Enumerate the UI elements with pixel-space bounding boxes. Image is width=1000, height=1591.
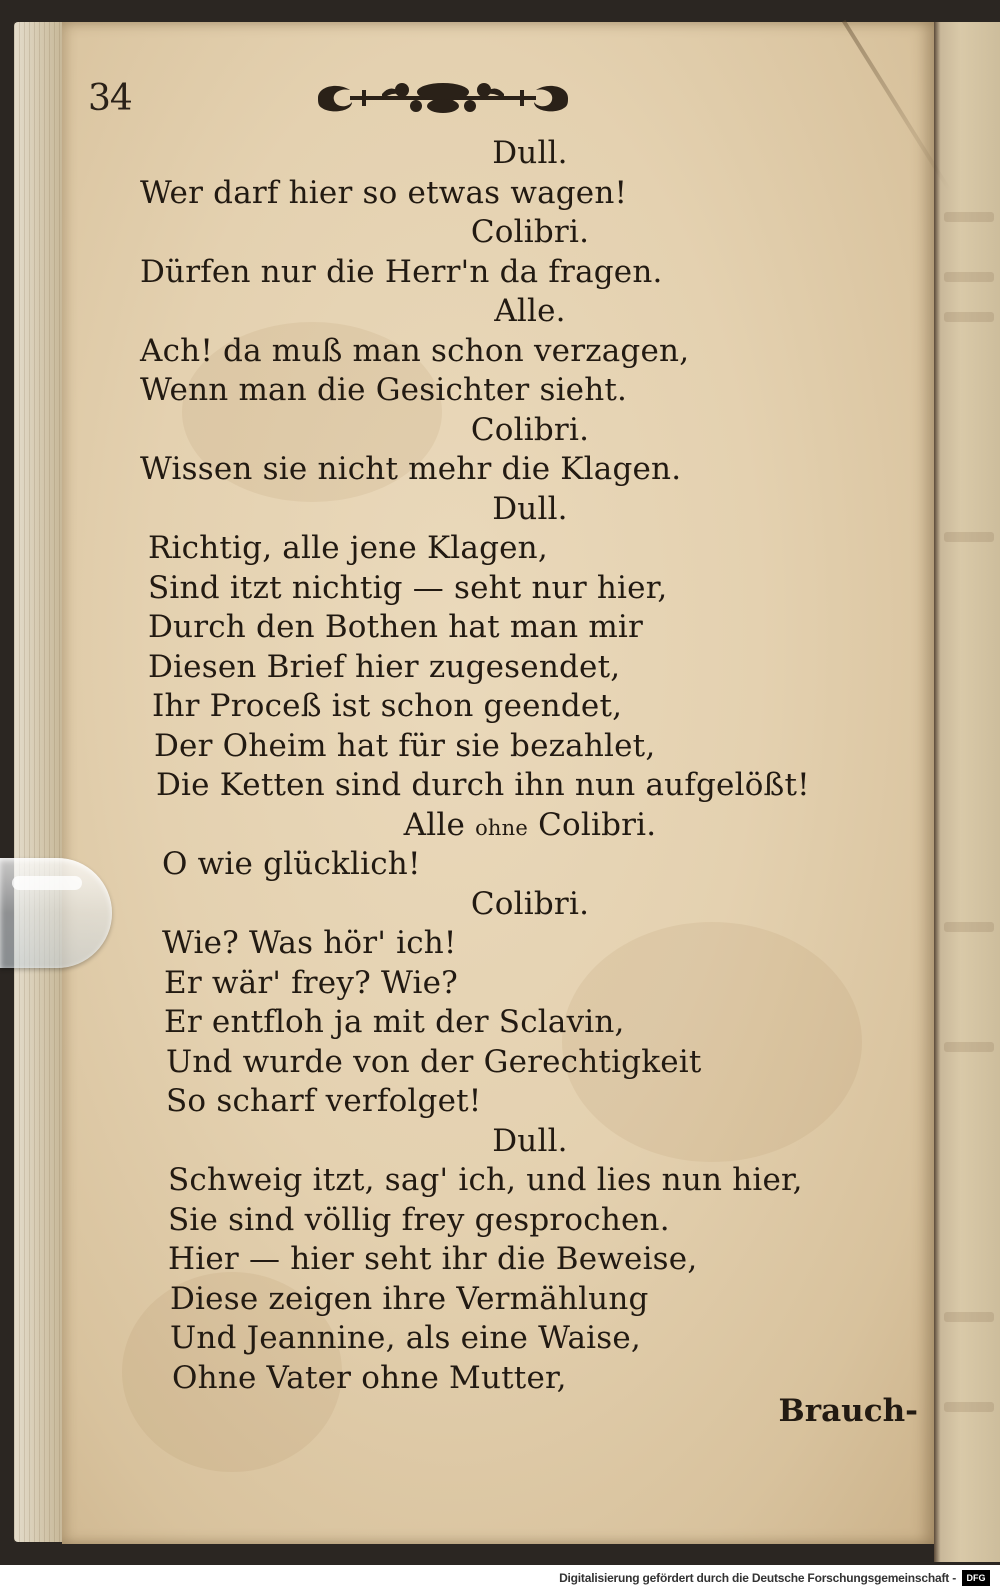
verse-line: O wie glücklich! [162,846,421,882]
verse-line: Ach! da muß man schon verzagen, [140,332,690,369]
speaker-name [140,806,860,846]
speaker-name [140,213,860,253]
verse-line: Sie sind völlig frey gesprochen. [168,1201,670,1238]
play-text [140,134,860,1398]
verse-line: Wenn man die Gesichter sieht. [140,372,628,408]
show-through-mark [944,312,994,322]
verse-line: Die Ketten sind durch ihn nun aufgelößt! [156,767,810,803]
verse-line: So scharf verfolget! [166,1083,482,1119]
verse-line: Er wär' frey? Wie? [164,964,458,1001]
verse-line: Wie? Was hör' ich! [162,925,457,961]
digitization-footer [0,1565,1000,1591]
show-through-mark [944,212,994,222]
speaker-label: Dull. [492,135,568,171]
catchword: Brauch- [778,1393,918,1429]
speaker-name [140,885,860,925]
dfg-logo: DFG [962,1570,990,1586]
verse-line: Hier — hier seht ihr die Beweise, [168,1241,698,1277]
speaker-name [140,1122,860,1162]
speaker-qualifier: ohne [475,815,529,840]
verse-line: Diese zeigen ihre Vermählung [170,1280,649,1317]
show-through-mark [944,1312,994,1322]
speaker-name [140,490,860,530]
speaker-label: Alle. [494,293,566,329]
show-through-mark [944,272,994,282]
verse-line: Und wurde von der Gerechtigkeit [166,1043,702,1080]
speaker-exception: Colibri. [538,806,657,843]
show-through-mark [944,532,994,542]
funding-credit: Digitalisierung gefördert durch die Deutsche Forschungsgemeinschaft - [559,1571,956,1585]
clip-highlight [12,876,82,890]
speaker-name [140,292,860,332]
verse-line: Ohne Vater ohne Mutter, [172,1359,567,1396]
speaker-name [140,134,860,174]
verse-line: Wer darf hier so etwas wagen! [140,174,628,211]
page-clip [0,858,112,968]
verse-line: Er entfloh ja mit der Sclavin, [164,1004,625,1040]
verse-line: Und Jeannine, als eine Waise, [170,1320,641,1356]
show-through-mark [944,922,994,932]
speaker-label: Dull. [492,490,568,527]
speaker-name [140,411,860,451]
speaker-label: Colibri. [470,214,590,250]
facing-page-edge [934,22,1000,1562]
speaker-label: Colibri. [470,411,590,448]
verse-line: Diesen Brief hier zugesendet, [148,648,621,685]
verse-line: Sind itzt nichtig — seht nur hier, [148,569,668,606]
speaker-label: Dull. [492,1122,568,1159]
speaker-label: Alle [403,806,466,843]
verse-line: Wissen sie nicht mehr die Klagen. [140,451,682,487]
verse-line: Dürfen nur die Herr'n da fragen. [140,253,663,290]
page-number: 34 [88,78,132,119]
verse-line: Ihr Proceß ist schon geendet, [152,688,623,724]
show-through-mark [944,1042,994,1052]
verse-line: Schweig itzt, sag' ich, und lies nun hier, [168,1162,803,1198]
speaker-label: Colibri. [470,885,590,922]
show-through-mark [944,1402,994,1412]
header-ornament-icon [312,76,574,120]
verse-line: Der Oheim hat für sie bezahlet, [154,727,656,764]
verse-line: Durch den Bothen hat man mir [148,609,644,645]
verse-line: Richtig, alle jene Klagen, [148,530,548,566]
